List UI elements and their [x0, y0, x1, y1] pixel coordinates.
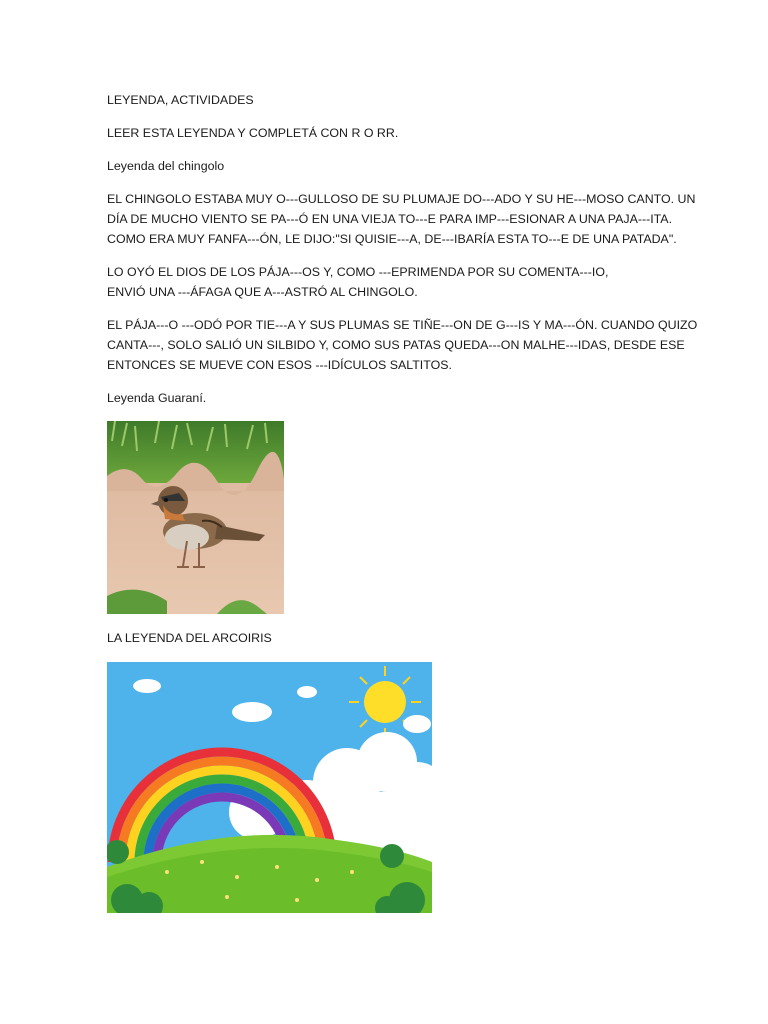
paragraph-line: DÍA DE MUCHO VIENTO SE PA---Ó EN UNA VIEJA TO---E PARA IMP---ESIONAR A UNA PAJA---ITA.: [107, 212, 673, 226]
paragraph-1: [107, 189, 695, 249]
paragraph-line: LO OYÓ EL DIOS DE LOS PÁJA---OS Y, COMO ---EPRIMENDA POR SU COMENTA---IO,: [107, 265, 609, 279]
chingolo-bird-photo: [107, 421, 284, 614]
rainbow-legend-title: LA LEYENDA DEL ARCOIRIS: [107, 631, 272, 645]
paragraph-2: [107, 262, 608, 302]
paragraph-3: [107, 315, 697, 375]
rainbow-illustration: [107, 662, 432, 913]
instruction-text: LEER ESTA LEYENDA Y COMPLETÁ CON R O RR.: [107, 126, 399, 140]
paragraph-line: ENTONCES SE MUEVE CON ESOS ---IDÍCULOS SALTITOS.: [107, 358, 452, 372]
paragraph-line: ENVIÓ UNA ---ÁFAGA QUE A---ASTRÓ AL CHINGOLO.: [107, 285, 418, 299]
paragraph-line: CANTA---, SOLO SALIÓ UN SILBIDO Y, COMO SUS PATAS QUEDA---ON MALHE---IDAS, DESDE ESE: [107, 338, 685, 352]
legend-source: Leyenda Guaraní.: [107, 391, 207, 405]
paragraph-line: EL PÁJA---O ---ODÓ POR TIE---A Y SUS PLUMAS SE TIÑE---ON DE G---IS Y MA---ÓN. CUANDO QUIZO: [107, 318, 698, 332]
paragraph-line: COMO ERA MUY FANFA---ÓN, LE DIJO:"SI QUISIE---A, DE---IBARÍA ESTA TO---E DE UNA PATADA".: [107, 232, 677, 246]
legend-subtitle: Leyenda del chingolo: [107, 159, 225, 173]
document-heading: LEYENDA, ACTIVIDADES: [107, 93, 254, 107]
paragraph-line: EL CHINGOLO ESTABA MUY O---GULLOSO DE SU PLUMAJE DO---ADO Y SU HE---MOSO CANTO. UN: [107, 192, 696, 206]
